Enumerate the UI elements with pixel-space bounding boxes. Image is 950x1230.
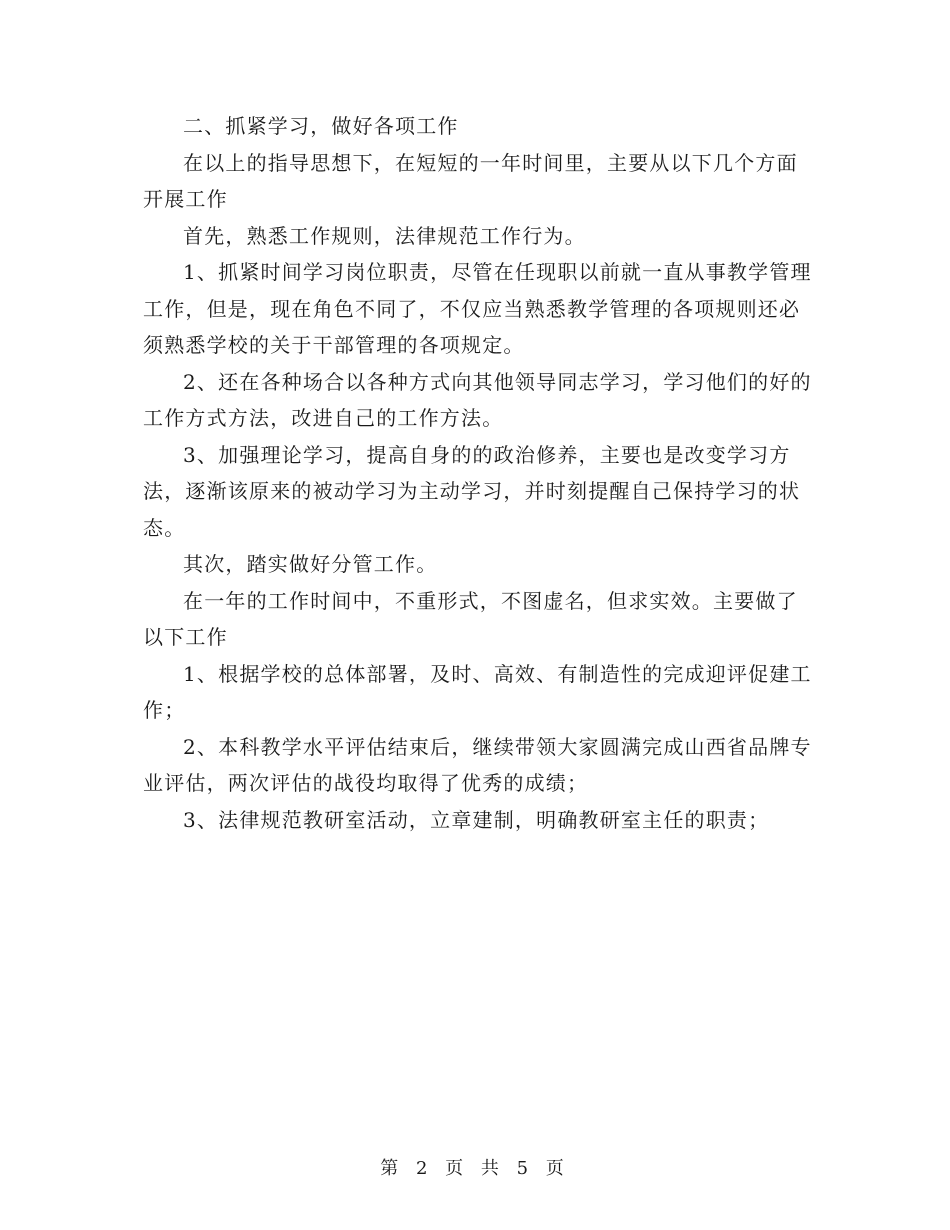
paragraph: 在一年的工作时间中，不重形式，不图虚名，但求实效。主要做了以下工作: [143, 588, 798, 649]
paragraph: 3、法律规范教研室活动，立章建制，明确教研室主任的职责；: [183, 807, 770, 832]
paragraph: 2、还在各种场合以各种方式向其他领导同志学习，学习他们的好的工作方式方法，改进自己的工作方法。: [143, 369, 812, 430]
document-body: [143, 108, 813, 838]
paragraph: 首先，熟悉工作规则，法律规范工作行为。: [183, 223, 586, 248]
section-heading: 二、抓紧学习，做好各项工作: [183, 114, 459, 138]
paragraph: 在以上的指导思想下，在短短的一年时间里，主要从以下几个方面开展工作: [143, 150, 798, 211]
paragraph: 3、加强理论学习，提高自身的的政治修养，主要也是改变学习方法，逐渐该原来的被动学习为主动学习，并时刻提醒自己保持学习的状态。: [143, 442, 801, 540]
paragraph: 其次，踏实做好分管工作。: [183, 552, 438, 576]
page-number-footer: 第 2 页 共 5 页: [380, 1158, 570, 1179]
paragraph: 1、抓紧时间学习岗位职责，尽管在任现职以前就一直从事教学管理工作，但是，现在角色不同了，不仅应当熟悉教学管理的各项规则还必须熟悉学校的关于干部管理的各项规定。: [143, 260, 812, 357]
paragraph: 1、根据学校的总体部署，及时、高效、有制造性的完成迎评促建工作；: [143, 661, 812, 722]
paragraph: 2、本科教学水平评估结束后，继续带领大家圆满完成山西省品牌专业评估，两次评估的战役均取得了优秀的成绩；: [143, 734, 812, 795]
